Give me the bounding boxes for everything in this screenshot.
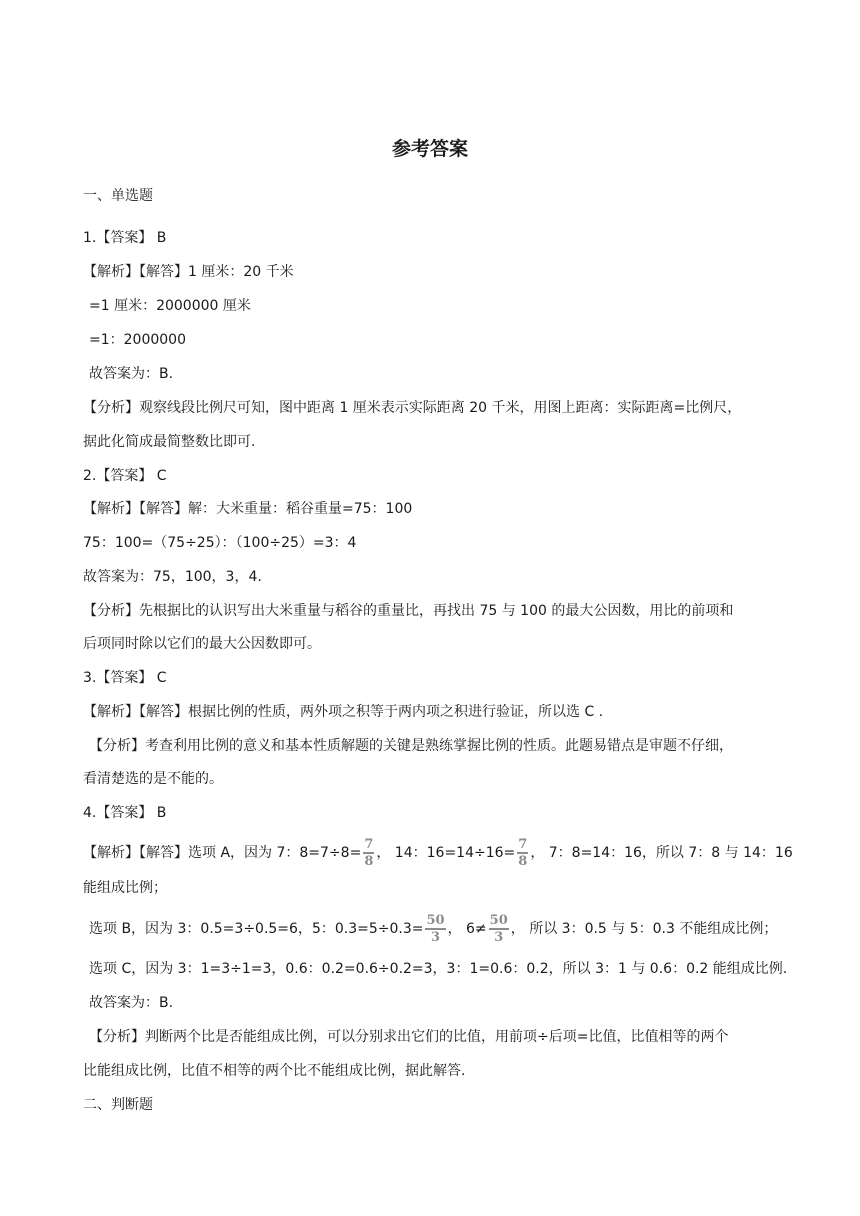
q4-text: ， 7：8=14：16，所以 7：8 与 14：16: [530, 845, 793, 861]
q3-analysis: 看清楚选的是不能的。: [83, 771, 223, 787]
q2-line: 故答案为：75，100，3，4.: [83, 569, 262, 585]
q4-text: ， 6≠: [447, 921, 487, 937]
q1-analysis: 据此化简成最简整数比即可.: [83, 434, 256, 450]
q4-text: 选项 B，因为 3：0.5=3÷0.5=6，5：0.3=5÷0.3=: [89, 921, 424, 937]
q3-answer: 3.【答案】 C: [83, 670, 167, 686]
section-heading: 一、单选题: [83, 188, 153, 204]
q2-line: 75：100=（75÷25）：（100÷25）=3：4: [83, 535, 357, 551]
fraction: $\frac{50}{3}$: [489, 913, 508, 945]
q4-line: 故答案为：B.: [89, 995, 174, 1011]
q2-analysis: 【分析】先根据比的认识写出大米重量与稻谷的重量比，再找出 75 与 100 的最大公因数，用比的前项和: [83, 603, 734, 619]
q1-line: =1 厘米：2000000 厘米: [89, 298, 251, 314]
q4-option-a: [83, 838, 793, 868]
q4-text: ， 所以 3：0.5 与 5：0.3 不能组成比例；: [510, 921, 778, 937]
q4-text: ， 14：16=14÷16=: [376, 845, 516, 861]
q3-analysis: 【分析】考查利用比例的意义和基本性质解题的关键是熟练掌握比例的性质。此题易错点是审题不仔细，: [89, 738, 733, 754]
q4-analysis: 【分析】判断两个比是否能组成比例，可以分别求出它们的比值，用前项÷后项=比值，比值相等的两个: [89, 1029, 729, 1045]
q4-line: 能组成比例；: [83, 880, 167, 896]
q3-line: 【解析】【解答】根据比例的性质，两外项之积等于两内项之积进行验证，所以选 C .: [83, 704, 604, 720]
fraction: $\frac{7}{8}$: [364, 837, 374, 869]
q2-line: 【解析】【解答】解：大米重量：稻谷重量=75：100: [83, 501, 413, 517]
q1-line: 故答案为：B.: [89, 366, 174, 382]
q4-answer: 4.【答案】 B: [83, 805, 167, 821]
fraction: $\frac{50}{3}$: [426, 913, 445, 945]
q4-analysis: 比能组成比例，比值不相等的两个比不能组成比例，据此解答.: [83, 1063, 466, 1079]
q2-analysis: 后项同时除以它们的最大公因数即可。: [83, 636, 321, 652]
section-heading: 二、判断题: [83, 1097, 153, 1113]
q1-analysis: 【分析】观察线段比例尺可知，图中距离 1 厘米表示实际距离 20 千米，用图上距离：实际距离=比例尺，: [83, 400, 742, 416]
q1-line: =1：2000000: [89, 332, 186, 348]
q4-text: 【解析】【解答】选项 A，因为 7：8=7÷8=: [83, 845, 362, 861]
q1-answer: 1.【答案】 B: [83, 230, 167, 246]
fraction: $\frac{7}{8}$: [518, 837, 528, 869]
q2-answer: 2.【答案】 C: [83, 468, 167, 484]
q1-line: 【解析】【解答】1 厘米：20 千米: [83, 264, 294, 280]
page-title: 参考答案: [391, 138, 468, 160]
q4-option-c: 选项 C，因为 3：1=3÷1=3，0.6：0.2=0.6÷0.2=3，3：1=0.6：0.2，所以 3：1 与 0.6：0.2 能组成比例.: [89, 961, 788, 977]
q4-option-b: [89, 913, 777, 945]
